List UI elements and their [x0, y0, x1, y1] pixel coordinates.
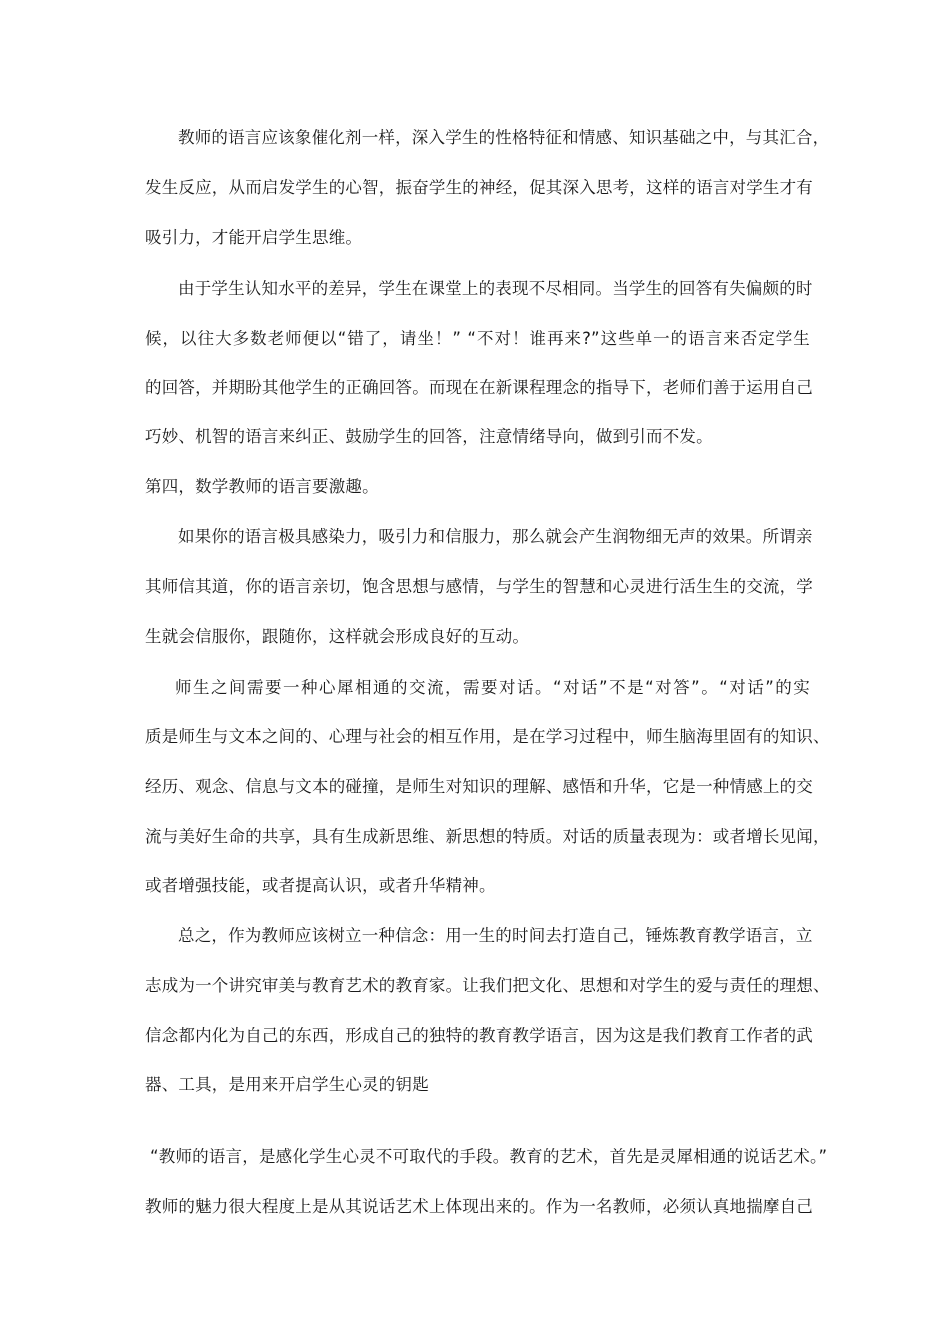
paragraph-4-line-5: 或者增强技能，或者提高认识，或者升华精神。: [145, 876, 496, 895]
paragraph-2-line-2: 候，以往大多数老师便以“错了，请坐！” “不对！谁再来?”这些单一的语言来否定学生: [145, 329, 810, 348]
paragraph-3-line-2: 其师信其道，你的语言亲切，饱含思想与感情，与学生的智慧和心灵进行活生生的交流，学: [145, 577, 813, 596]
paragraph-4-line-1: 师生之间需要一种心犀相通的交流，需要对话。“对话”不是“对答”。“对话”的实: [175, 678, 810, 697]
paragraph-5-line-4: 器、工具，是用来开启学生心灵的钥匙: [145, 1075, 429, 1094]
paragraph-1-line-3: 吸引力，才能开启学生思维。: [145, 228, 363, 247]
paragraph-4-line-4: 流与美好生命的共享，具有生成新思维、新思想的特质。对话的质量表现为：或者增长见闻，: [145, 827, 830, 846]
paragraph-6-line-1: “教师的语言，是感化学生心灵不可取代的手段。教育的艺术，首先是灵犀相通的说话艺术。”: [150, 1147, 828, 1166]
paragraph-3-line-3: 生就会信服你，跟随你，这样就会形成良好的互动。: [145, 627, 530, 646]
paragraph-4-line-2: 质是师生与文本之间的、心理与社会的相互作用，是在学习过程中，师生脑海里固有的知识、: [145, 727, 830, 746]
paragraph-1-line-2: 发生反应，从而启发学生的心智，振奋学生的神经，促其深入思考，这样的语言对学生才有: [145, 178, 813, 197]
section-heading-fourth: 第四，数学教师的语言要激趣。: [145, 477, 379, 496]
paragraph-6-line-2: 教师的魅力很大程度上是从其说话艺术上体现出来的。作为一名教师，必须认真地揣摩自己: [145, 1197, 813, 1216]
paragraph-5-line-1: 总之，作为教师应该树立一种信念：用一生的时间去打造自己，锤炼教育教学语言，立: [178, 926, 813, 945]
paragraph-2-line-4: 巧妙、机智的语言来纠正、鼓励学生的回答，注意情绪导向，做到引而不发。: [145, 427, 713, 446]
paragraph-5-line-2: 志成为一个讲究审美与教育艺术的教育家。让我们把文化、思想和对学生的爱与责任的理想、: [145, 976, 830, 995]
paragraph-2-line-1: 由于学生认知水平的差异，学生在课堂上的表现不尽相同。当学生的回答有失偏颇的时: [178, 279, 813, 298]
paragraph-5-line-3: 信念都内化为自己的东西，形成自己的独特的教育教学语言，因为这是我们教育工作者的武: [145, 1026, 813, 1045]
paragraph-1-line-1: 教师的语言应该象催化剂一样，深入学生的性格特征和情感、知识基础之中，与其汇合，: [178, 128, 830, 147]
paragraph-4-line-3: 经历、观念、信息与文本的碰撞，是师生对知识的理解、感悟和升华，它是一种情感上的交: [145, 777, 813, 796]
paragraph-2-line-3: 的回答，并期盼其他学生的正确回答。而现在在新课程理念的指导下，老师们善于运用自己: [145, 378, 813, 397]
paragraph-3-line-1: 如果你的语言极具感染力，吸引力和信服力，那么就会产生润物细无声的效果。所谓亲: [178, 527, 813, 546]
